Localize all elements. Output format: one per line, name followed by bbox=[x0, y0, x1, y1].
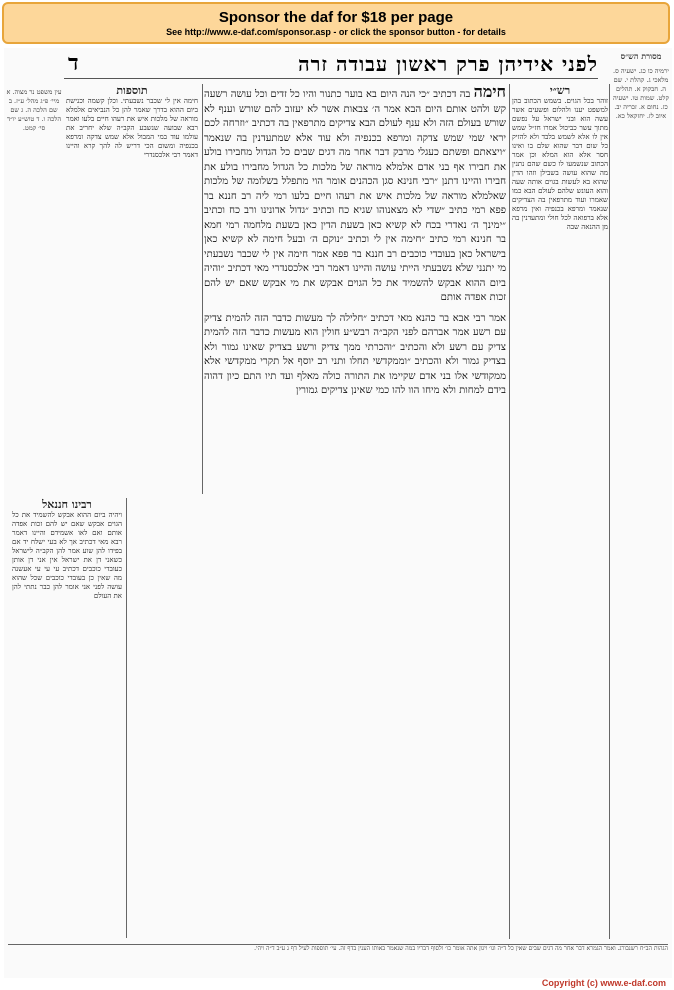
folio-letter: ד bbox=[68, 50, 79, 76]
gemara-column bbox=[204, 84, 506, 939]
page-title: לפני אידיהן פרק ראשון עבודה זרה bbox=[298, 52, 598, 76]
margin-right-notes: ירמיה כו כג. ישעיה ס. מלאכי ג. קהלת י. שם ה. חבקוק א. תהלים קלט. שמות טו. ישעיה כז. נחום א. זכריה יב. איוב לז. יחזקאל כא. bbox=[613, 67, 669, 120]
rabbeinu-chananel-column bbox=[12, 498, 122, 938]
margin-right-title: מסורת הש״ס bbox=[620, 52, 662, 61]
column-divider bbox=[202, 84, 203, 494]
tosafot-column bbox=[66, 84, 198, 494]
page-header bbox=[64, 52, 598, 79]
gemara-text: בה דכתיב ״כי הנה היום בא בוער כתנור והיו כל זדים וכל עושה רשעה קש ולהט אותם היום הבא אמר ה׳ צבאות אשר לא יעזוב להם שורש וענף לא שורש בעולם הזה ולא ענף לעולם הבא צדיקים מתרפאין בה דכתיב ״וזרחה לכם יראי שמי שמש צדקה ומרפא בכנפיה ולא עוד אלא שמתעדנין בה שנאמר ״ויצאתם ופשתם כעגלי מרבק דבר אחר מה דגים שבים כל הגדול מחבירו בולע את חבירו אף בני אדם אלמלא מוראה של מלכות כל הגדול מחבירו בולע את חבירו והיינו דתנן ״רבי חנינא סגן הכהנים אומר הוי מתפלל בשלומה של מלכות שאלמלא מוראה של מלכות איש את רעהו חיים בלעו רמי ליה רב חננא בר פפא רמי כתיב ״שדי לא מצאנוהו שגיא כח וכתיב ״גדול אדונינו ורב כח וכתיב ״ימינך ה׳ נאדרי בכח לא קשיא כאן בשעת הדין כאן בשעת מלחמה רמי חמא בר חנינא רמי כתיב ״חימה אין לי וכתיב ״נוקם ה׳ ובעל חימה לא קשיא כאן בישראל כאן בעובדי כוכבים רב חננא בר פפא אמר חימה אין לי שכבר נשבעתי מי יתנני שלא נשבעתי הייתי עושה והיינו דאמר רבי אלכסנדרי מאי דכתיב ״והיה ביום ההוא אבקש להשמיד את כל הגוים אבקש את מי אבקש שאם יש להם זכות אפדה אותם bbox=[204, 89, 506, 303]
gemara-continued-text: אמר רבי אבא בר כהנא מאי דכתיב ״חלילה לך מעשות כדבר הזה להמית צדיק עם רשע אמר אברהם לפני הקב״ה רבש״ע חולין הוא מעשות כדבר הזה להמית צדיק עם רשע ולא והכתיב ״והכרתי ממך צדיק ורשע בצדיק שאינו גמור ולא בצדיק גמור ולא והכתיב ״וממקדשי תחלו ותני רב יוסף אל תקרי ממקדשי אלא ממקודשי אלו בני אדם שקיימו את התורה כולה מאלף ועד תיו התם כיון דהוה בידם למחות ולא מיחו הוו להו כמי שאינן צדיקים גמורין bbox=[204, 312, 506, 396]
gemara-opening-word: חימה bbox=[473, 84, 506, 101]
column-divider bbox=[609, 84, 610, 939]
sponsor-subtitle[interactable]: See http://www.e-daf.com/sponsor.asp - or click the sponsor button - for details bbox=[166, 27, 506, 37]
sponsor-title[interactable]: Sponsor the daf for $18 per page bbox=[218, 9, 454, 26]
talmud-page bbox=[4, 48, 672, 978]
rabbeinu-chananel-text: ויהיה ביום ההוא אבקש להשמיד את כל הגוים אבקש שאם יש להם זכות אפדה אותם ואם לאו אשמידם והיינו דאמר רבא מאי דכתיב אך לא בעי ישלח יד אם בפידו להן שוע אמר להן הקב״ה לישראל כשאני דן את ישראל אין אני דן אותן כעובדי כוכבים דכתיב עי עי עי אעשנה מה שאין כן בעובדי כוכבים שכל שהוא עושה לפני אני אומר להן כבר נתתי להן את העולם bbox=[12, 511, 122, 600]
rashi-heading: רש״י bbox=[549, 84, 571, 97]
footnotes bbox=[8, 944, 668, 971]
footnote-text: הגהות הב״ח רשנבורג. ואמר הגמרא דבר אחר מה דגים שבים שאין כל ד״ה וגו׳ ויגון אתה אומר כו׳ ולסוף דבריו במה שנאמר באותו הענין בדף זה. עי׳ תוספות לעיל דף ג ע״ב ד״ה ויהי. bbox=[254, 945, 668, 952]
copyright-link[interactable]: Copyright (c) www.e-daf.com bbox=[541, 978, 666, 988]
sponsor-banner[interactable] bbox=[2, 2, 670, 44]
margin-left bbox=[6, 88, 62, 488]
margin-right bbox=[612, 52, 670, 932]
rashi-text: זוהר בכל הגוים. בשמש הכתוב בהן למשפט יענו ולהלום ופשעים אשר עשה הוא ובני ישראל על נפשם מתוך עשר כביכול אמרו חז״ל שמש אין לו אלא לשמש בלבד ולא להזיק כל שום דבר שהוא שלם בו ואינו חסר אלא הוא המלא וכן אמר הכתוב שנשמעו לו כשם שהם נתנין מה שהוא עושה בשבילן וזהו הדין שהוא בא לעשות בגוים אותה שעה והוא העונש שלהם לעולם הבא כמו שאמרו ועוד מתרפאין בה הצדיקים שנאמר ומרפא בכנפיה ואין מרפא אלא ברפואה לכל חולי ומתעדנין בה מן ההנאה שבה bbox=[512, 97, 608, 231]
tosafot-heading: תוספות bbox=[116, 84, 148, 97]
column-divider bbox=[126, 498, 127, 938]
margin-left-notes: עין משפט נר מצוה. א מיי׳ פ״ג מהל׳ ע״ז. ב שם הלכה ה. ג שם הלכה ו. ד טוש״ע יו״ד סי׳ קמט. bbox=[6, 88, 62, 132]
tosafot-text: חימה אין לי שכבר נשבעתי. וכלן קשמה וכנישת ביום ההוא בדרך שאמר להן כל הנביאים אלמלא מוראה של מלכות איש את רעהו חיים בלעו ואמר רבא שבועה שנשבע הקב״ה שלא יחריב את עולמו עוד במי המבול אלא שמש צדקה ומרפא בכנפיה ומשום הכי דריש לה להך קרא והיינו דאמר רבי אלכסנדרי bbox=[66, 97, 198, 159]
column-divider bbox=[509, 84, 510, 939]
rashi-column bbox=[512, 84, 608, 939]
rabbeinu-chananel-heading: רבינו חננאל bbox=[42, 498, 92, 511]
